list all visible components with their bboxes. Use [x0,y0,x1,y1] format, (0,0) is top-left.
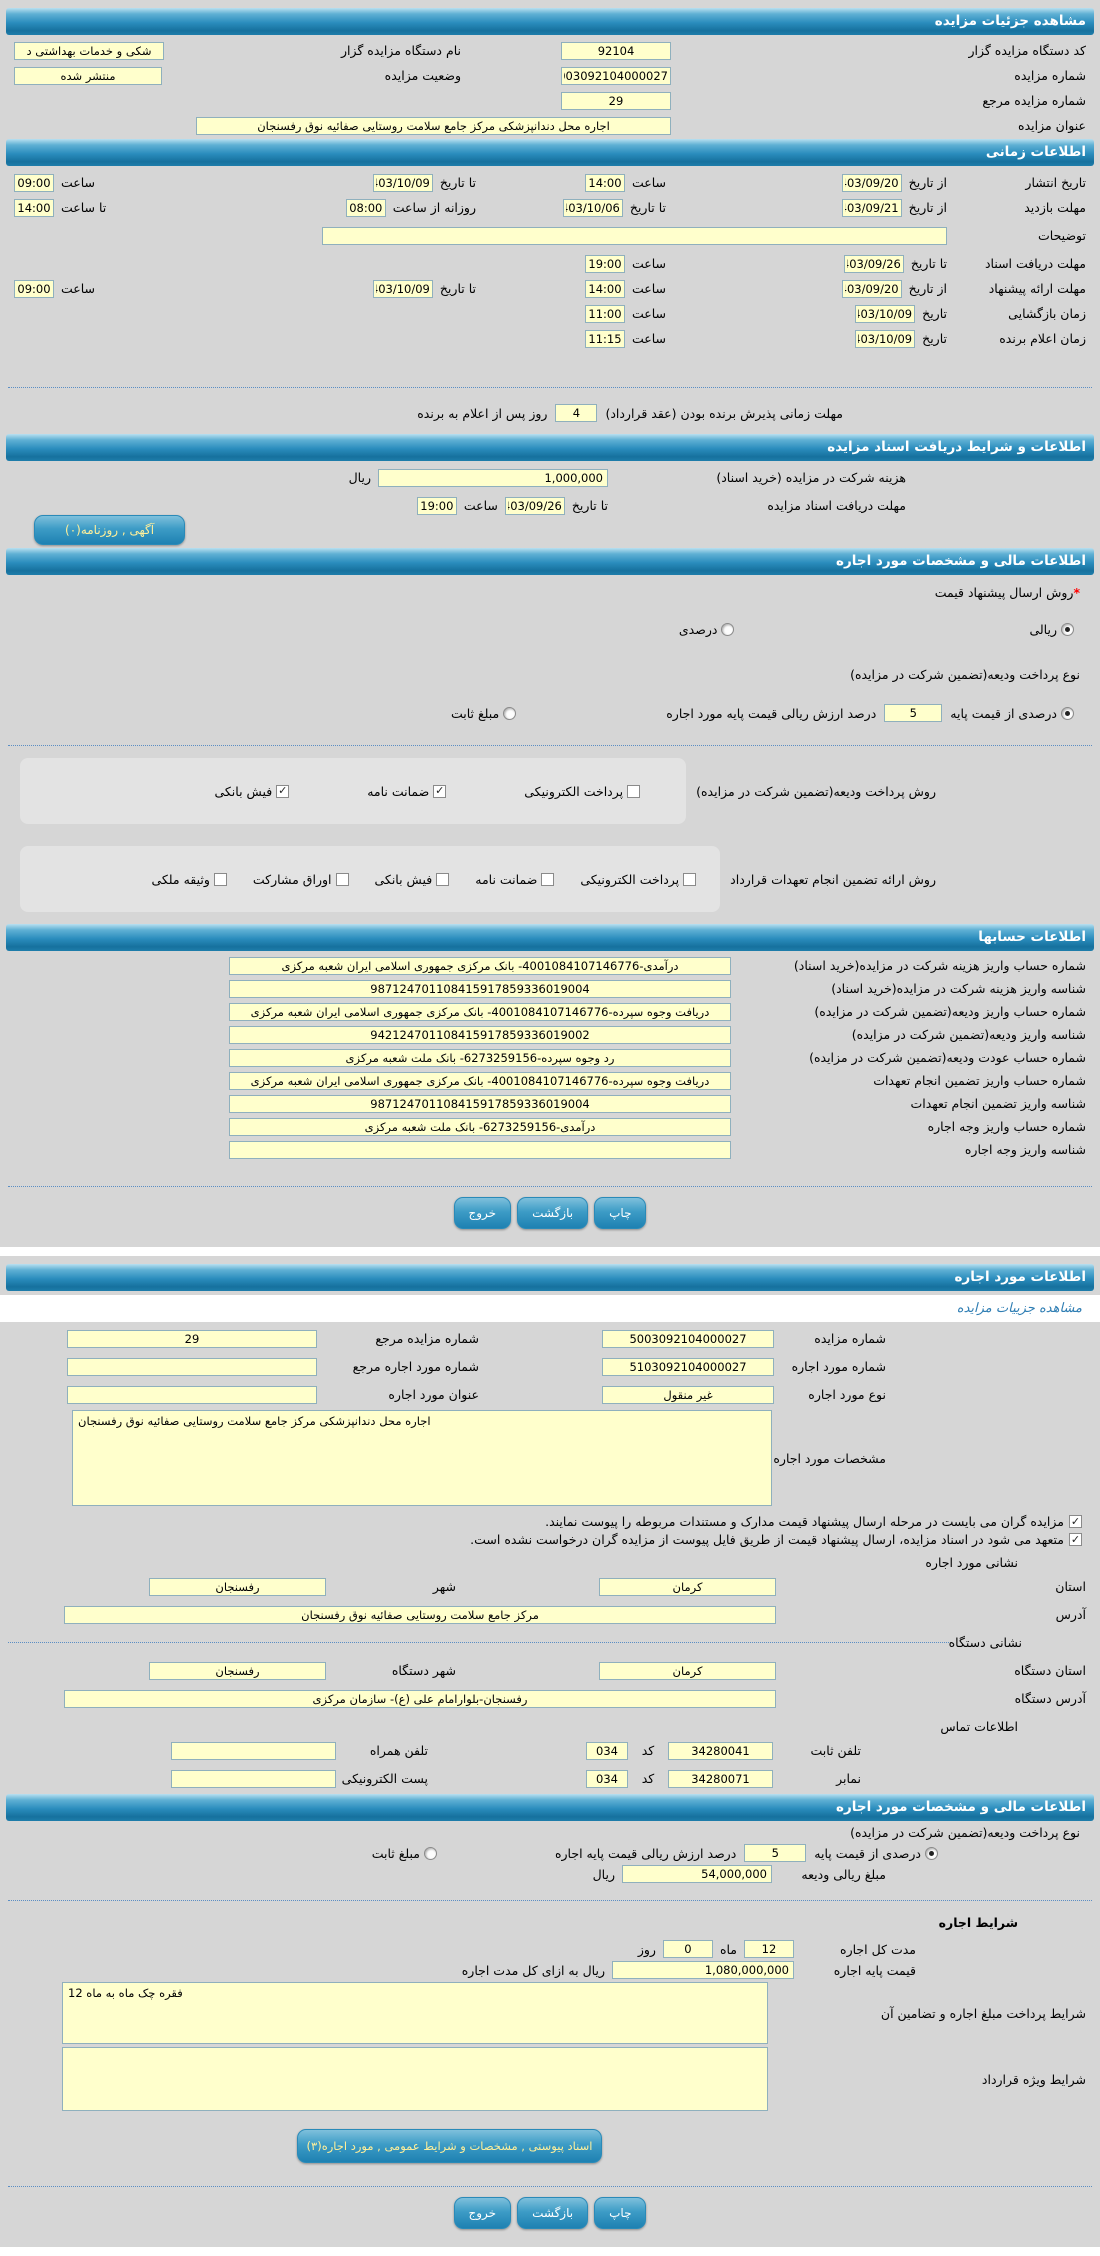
org-address-section-label: نشانی دستگاه [948,1635,1022,1650]
special-terms-textarea[interactable] [62,2047,768,2111]
print-button[interactable]: چاپ [594,2197,646,2229]
auction-number-row [14,64,1086,87]
print-button[interactable]: چاپ [594,1197,646,1229]
back-button[interactable]: بازگشت [517,2197,588,2229]
lease-months-input[interactable] [744,1940,794,1958]
notes-input[interactable] [322,227,947,245]
deposit-percent-input[interactable] [744,1844,806,1862]
mobile-label: تلفن همراه [369,1743,428,1758]
special-terms-row [14,2047,1086,2111]
email-input[interactable] [171,1770,336,1788]
phone-code-input[interactable] [586,1742,628,1760]
deposit-type-options [14,704,1086,722]
area-code-label: کد [641,1771,655,1786]
lease-terms-section-label: شرایط اجاره [938,1915,1018,1930]
bank-slip-checkbox[interactable] [436,873,449,886]
visit-from-date-input[interactable] [842,199,902,217]
email-label: پست الکترونیکی [341,1771,428,1786]
section-header-lease-financial [6,1794,1094,1821]
field-label: زمان اعلام برنده [999,331,1086,346]
back-button[interactable]: بازگشت [517,1197,588,1229]
opening-time-row: زمان بازگشایی تاریخ 1403/10/09 ساعت 11:00 [14,301,1086,326]
account-row [14,978,1086,999]
auction-title-label: عنوان مزایده [1018,118,1086,133]
org-city-label: شهر دستگاه [391,1663,456,1678]
org-province-input[interactable] [599,1662,776,1680]
electronic-payment-checkbox[interactable] [627,785,640,798]
deposit-type-label: نوع پرداخت ودیعه(تضمین شرکت در مزایده) [850,1825,1080,1840]
winner-time-input[interactable] [585,330,625,348]
org-address-row [14,1686,1086,1711]
field-label: زمان بازگشایی [1008,306,1086,321]
field-label: مهلت ارائه پیشنهاد [988,281,1086,296]
attachments-button[interactable]: اسناد پیوستی , مشخصات و شرایط عمومی , مورد اجاره(۳) [297,2129,602,2163]
visit-to-date-input[interactable] [563,199,623,217]
reference-number-input[interactable] [67,1330,317,1348]
exit-button[interactable]: خروج [454,1197,512,1229]
account-label: شماره حساب واریز وجه اجاره [927,1119,1086,1134]
city-input[interactable] [149,1578,326,1596]
section-title: مشاهده جزئیات مزایده [934,13,1086,29]
field-label: مهلت دریافت اسناد [984,256,1086,271]
fax-code-input[interactable] [586,1770,628,1788]
lease-item-type-row [14,1382,1086,1407]
docs-receive-deadline-label: مهلت دریافت اسناد مزایده [767,498,906,513]
deposit-type-label-row [14,1825,1086,1840]
fixed-amount-label: مبلغ ثابت [450,705,500,721]
section-header-accounts-info [6,924,1094,951]
contract-guarantee-options-box [20,846,720,912]
contact-section-label: اطلاعات تماس [940,1719,1018,1734]
auction-number-row [14,1326,1086,1351]
obligation-guarantee-account-input[interactable] [229,1072,731,1090]
base-price-unit-label: ریال به ازای کل مدت اجاره [461,1962,605,1978]
field-label: تاریخ انتشار [1025,175,1086,190]
section-title: اطلاعات و شرایط دریافت اسناد مزایده [827,439,1086,455]
account-label: شماره حساب واریز تضمین انجام تعهدات [873,1073,1086,1088]
visit-daily-to-time-input[interactable] [14,199,54,217]
mobile-input[interactable] [171,1742,336,1760]
fixed-amount-label: مبلغ ثابت [371,1845,420,1861]
offer-to-date-input[interactable] [373,280,433,298]
rial-radio[interactable] [1061,623,1074,636]
province-label: استان [1055,1579,1086,1594]
guarantee-option: اوراق مشارکت [253,872,349,887]
deposit-refund-account-input[interactable] [229,1049,731,1067]
org-province-label: استان دستگاه [1014,1663,1086,1678]
required-asterisk: * [1073,585,1080,600]
days-label: روز [637,1941,656,1957]
dotted-separator [8,387,1092,388]
lease-base-price-label: قیمت پایه اجاره [833,1962,916,1978]
account-row [14,1139,1086,1160]
lease-item-number-row [14,1354,1086,1379]
lease-item-number-input[interactable] [602,1358,774,1376]
lease-item-number-label: شماره مورد اجاره [791,1359,886,1374]
opening-date-input[interactable] [855,305,915,323]
docs-deadline-time-input[interactable] [585,255,625,273]
lease-item-specs-label: مشخصات مورد اجاره [773,1450,886,1466]
percent-of-base-label: درصدی از قیمت پایه [950,705,1057,721]
newspaper-ad-button[interactable]: آگهی , روزنامه(۰) [34,515,185,545]
currency-label: ریال [592,1866,615,1882]
section-title: اطلاعات مالی و مشخصات مورد اجاره [836,553,1086,569]
percent-of-base-radio[interactable] [925,1847,938,1860]
dotted-separator [8,1900,1092,1901]
percent-of-base-suffix: درصد ارزش ریالی قیمت پایه اجاره [554,1845,737,1861]
dotted-separator [8,1186,1092,1187]
payment-option: ✓ ضمانت نامه [367,784,446,799]
address-label: آدرس [1055,1607,1086,1622]
payment-terms-textarea[interactable] [62,1982,768,2044]
dotted-separator [8,2186,1092,2187]
lease-item-panel [0,1256,1100,2247]
participation-fee-input[interactable] [378,469,608,487]
percent-of-base-suffix: درصد ارزش ریالی قیمت پایه مورد اجاره [666,705,877,721]
deposit-type-options [14,1844,1086,1862]
offer-to-time-input[interactable] [14,280,54,298]
reference-number-label: شماره مزایده مرجع [982,93,1086,108]
account-row [14,1070,1086,1091]
auctioneer-code-input[interactable] [561,42,671,60]
deposit-type-label-row [14,667,1086,682]
participation-fee-label: هزینه شرکت در مزایده (خرید اسناد) [716,470,906,485]
bank-slip-checkbox[interactable] [276,785,289,798]
percent-radio[interactable] [721,623,734,636]
account-row [14,1093,1086,1114]
status-input[interactable] [14,67,162,85]
org-address-input[interactable] [64,1690,776,1708]
org-province-row [14,1658,1086,1683]
auction-number-input[interactable] [561,67,671,85]
offer-from-date-input[interactable] [842,280,902,298]
payment-terms-row [14,1982,1086,2044]
section-header-financial-info [6,548,1094,575]
lease-base-price-row [14,1961,1086,1979]
lease-duration-row [14,1940,1086,1958]
phone-label: تلفن ثابت [810,1743,861,1758]
docs-deadline-row: مهلت دریافت اسناد تا تاریخ 1403/09/26 ساعت 19:00 [14,251,1086,276]
deposit-type-label: نوع پرداخت ودیعه(تضمین شرکت در مزایده) [850,667,1080,682]
rial-radio-label: ریالی [1029,622,1057,637]
section-header-lease-item [6,1264,1094,1291]
guarantee-deposit-account-input[interactable] [229,1003,731,1021]
deposit-amount-row [14,1865,1086,1883]
attach-docs-checkbox-row [14,1514,1086,1529]
org-address-separator [8,1635,1092,1650]
deposit-payment-method-label: روش پرداخت ودیعه(تضمین شرکت در مزایده) [696,783,936,799]
city-label: شهر [432,1579,456,1594]
auction-title-input[interactable] [196,117,671,135]
notes-row [14,223,1086,248]
auction-number-label: شماره مزایده [1014,68,1086,83]
fee-deposit-id-input[interactable] [229,980,731,998]
lease-item-title-label: عنوان مورد اجاره [388,1387,479,1402]
payment-terms-label: شرایط پرداخت مبلغ اجاره و تضامین آن [880,2005,1086,2021]
account-label: شماره حساب واریز ودیعه(تضمین شرکت در مزایده) [814,1004,1086,1019]
participation-fee-row [14,465,1086,490]
docs-receive-deadline-row: مهلت دریافت اسناد مزایده تا تاریخ 1403/09/26 ساعت 19:00 [14,493,1086,518]
area-code-label: کد [641,1743,655,1758]
docs-deadline-date-input[interactable] [844,255,904,273]
reference-number-label: شماره مزایده مرجع [375,1331,479,1346]
winner-acceptance-row: مهلت زمانی پذیرش برنده بودن (عقد قرارداد) 4 روز پس از اعلام به برنده [14,400,1086,426]
newspaper-ad-row [34,515,1086,545]
view-auction-details-link[interactable]: مشاهده جزییات مزایده [956,1301,1082,1316]
participation-bonds-checkbox[interactable] [336,873,349,886]
status-label: وضعیت مزایده [384,68,461,83]
auctioneer-name-input[interactable] [14,42,164,60]
account-label: شناسه واریز وجه اجاره [964,1142,1086,1157]
acceptance-days-input[interactable] [555,404,597,422]
address-input[interactable] [64,1606,776,1624]
section-header-auction-details [6,8,1094,35]
offer-period-row: مهلت ارائه پیشنهاد از تاریخ 1403/09/20 ساعت 14:00 تا تاریخ 1403/10/09 ساعت 09:00 [14,276,1086,301]
section-header-docs-terms [6,434,1094,461]
account-row [14,955,1086,976]
lease-base-price-input[interactable] [612,1961,794,1979]
lease-address-province-row [14,1574,1086,1599]
visit-daily-from-time-input[interactable] [346,199,386,217]
auctioneer-row [14,39,1086,62]
winner-announce-row: زمان اعلام برنده تاریخ 1403/10/09 ساعت 11:15 [14,326,1086,351]
publish-to-time-input[interactable] [14,174,54,192]
guarantee-option: فیش بانکی [375,872,450,887]
section-title: اطلاعات مالی و مشخصات مورد اجاره [836,1799,1086,1815]
currency-label: ریال [348,470,371,485]
contract-guarantee-method-label: روش ارائه تضمین انجام تعهدات قرارداد [730,871,936,887]
phone-input[interactable] [668,1742,773,1760]
percent-radio-label: درصدی [678,622,718,637]
account-row [14,1116,1086,1137]
section-title: اطلاعات حسابها [978,929,1086,945]
reference-number-input[interactable] [561,92,671,110]
offer-from-time-input[interactable] [585,280,625,298]
section-header-time-info [6,139,1094,166]
electronic-payment-checkbox[interactable] [683,873,696,886]
deposit-amount-label: مبلغ ریالی ودیعه [801,1866,886,1882]
org-address-label: آدرس دستگاه [1014,1691,1086,1706]
auctioneer-code-label: کد دستگاه مزایده گزار [968,43,1086,58]
link-row [0,1295,1100,1322]
publish-from-time-input[interactable] [585,174,625,192]
docs-receive-time-input[interactable] [417,497,457,515]
fee-deposit-account-input[interactable] [229,957,731,975]
org-city-input[interactable] [149,1662,326,1680]
lease-item-ref-input[interactable] [67,1358,317,1376]
account-row [14,1001,1086,1022]
winner-date-input[interactable] [855,330,915,348]
fax-input[interactable] [668,1770,773,1788]
deposit-payment-method-row [14,758,1086,824]
account-label: شماره حساب واریز هزینه شرکت در مزایده(خرید اسناد) [793,958,1086,973]
account-label: شناسه واریز تضمین انجام تعهدات [910,1096,1086,1111]
lease-item-type-label: نوع مورد اجاره [808,1387,886,1402]
no-file-offer-checkbox-row [14,1532,1086,1547]
account-row [14,1047,1086,1068]
publish-period-row: تاریخ انتشار از تاریخ 1403/09/20 ساعت 14:00 تا تاریخ 1403/10/09 ساعت 09:00 [14,170,1086,195]
guarantee-letter-checkbox[interactable] [541,873,554,886]
auction-title-row [14,114,1086,137]
lease-days-input[interactable] [663,1940,713,1958]
lease-item-title-input[interactable] [67,1386,317,1404]
property-collateral-checkbox[interactable] [214,873,227,886]
panel-actions [6,1197,1094,1229]
percent-of-base-radio[interactable] [1061,707,1074,720]
visit-period-row: مهلت بازدید از تاریخ 1403/09/21 تا تاریخ 1403/10/06 روزانه از ساعت 08:00 تا ساعت 14:00 [14,195,1086,220]
price-offer-method-label: روش ارسال پیشنهاد قیمت [934,585,1074,600]
rent-payment-id-input[interactable] [229,1141,731,1159]
acceptance-deadline-label: مهلت زمانی پذیرش برنده بودن (عقد قرارداد) [605,405,843,421]
province-input[interactable] [599,1578,776,1596]
fixed-amount-radio[interactable] [424,1847,437,1860]
phone-row [14,1738,1086,1763]
notes-label: توضیحات [1038,228,1086,243]
guarantee-deposit-id-input[interactable] [229,1026,731,1044]
account-label: شماره حساب عودت ودیعه(تضمین شرکت در مزایده) [809,1050,1086,1065]
deposit-payment-options-box [20,758,686,824]
guarantee-option: ضمانت نامه [475,872,554,887]
exit-button[interactable]: خروج [454,2197,512,2229]
attach-docs-checkbox[interactable] [1069,1515,1082,1528]
months-label: ماه [719,1941,737,1957]
auctioneer-name-label: نام دستگاه مزایده گزار [340,43,461,58]
fixed-amount-radio[interactable] [503,707,516,720]
guarantee-option: پرداخت الکترونیکی [580,872,696,887]
attach-docs-checkbox-label: مزایده گران می بایست در مرحله ارسال پیشنهاد قیمت مدارک و مستندات مربوطه را پیوست نمایند. [545,1514,1064,1529]
fax-row [14,1766,1086,1791]
percent-of-base-label: درصدی از قیمت پایه [814,1845,921,1861]
payment-option: ✓ فیش بانکی [214,784,289,799]
lease-item-type-input[interactable] [602,1386,774,1404]
opening-time-input[interactable] [585,305,625,323]
attachments-row [14,2129,602,2163]
contract-guarantee-method-row [14,846,1086,912]
no-file-offer-checkbox-label: متعهد می شود در اسناد مزایده، ارسال پیشنهاد قیمت از طریق فایل پیوست از مزایده گران درخواست نشده است. [470,1532,1064,1547]
fax-label: نمابر [836,1771,861,1786]
field-label: مهلت بازدید [1024,200,1086,215]
account-label: شناسه واریز هزینه شرکت در مزایده(خرید اسناد) [831,981,1086,996]
dotted-separator [8,745,1092,746]
deposit-percent-input[interactable] [884,704,942,722]
lease-item-specs-row [14,1410,1086,1506]
price-offer-method-label-row [14,585,1086,600]
account-row [14,1024,1086,1045]
docs-receive-date-input[interactable] [505,497,565,515]
no-file-offer-checkbox[interactable] [1069,1533,1082,1546]
special-terms-label: شرایط ویژه قرارداد [981,2071,1086,2087]
section-title: اطلاعات زمانی [985,144,1086,160]
auction-number-input[interactable] [602,1330,774,1348]
panel-actions [6,2197,1094,2229]
deposit-amount-input[interactable] [622,1865,772,1883]
publish-from-date-input[interactable] [842,174,902,192]
guarantee-letter-checkbox[interactable] [433,785,446,798]
lease-address-section-label: نشانی مورد اجاره [925,1555,1018,1570]
rent-payment-account-input[interactable] [229,1118,731,1136]
payment-option: پرداخت الکترونیکی [524,784,640,799]
section-title: اطلاعات مورد اجاره [954,1269,1086,1285]
lease-duration-label: مدت کل اجاره [840,1941,916,1957]
price-offer-method-options [14,622,1086,637]
obligation-guarantee-id-input[interactable] [229,1095,731,1113]
auction-number-label: شماره مزایده [814,1331,886,1346]
reference-number-row [14,89,1086,112]
guarantee-option: وثیقه ملکی [151,872,226,887]
lease-item-specs-textarea[interactable] [72,1410,772,1506]
lease-item-ref-label: شماره مورد اجاره مرجع [352,1359,479,1374]
lease-address-row [14,1602,1086,1627]
publish-to-date-input[interactable] [373,174,433,192]
account-label: شناسه واریز ودیعه(تضمین شرکت در مزایده) [851,1027,1086,1042]
